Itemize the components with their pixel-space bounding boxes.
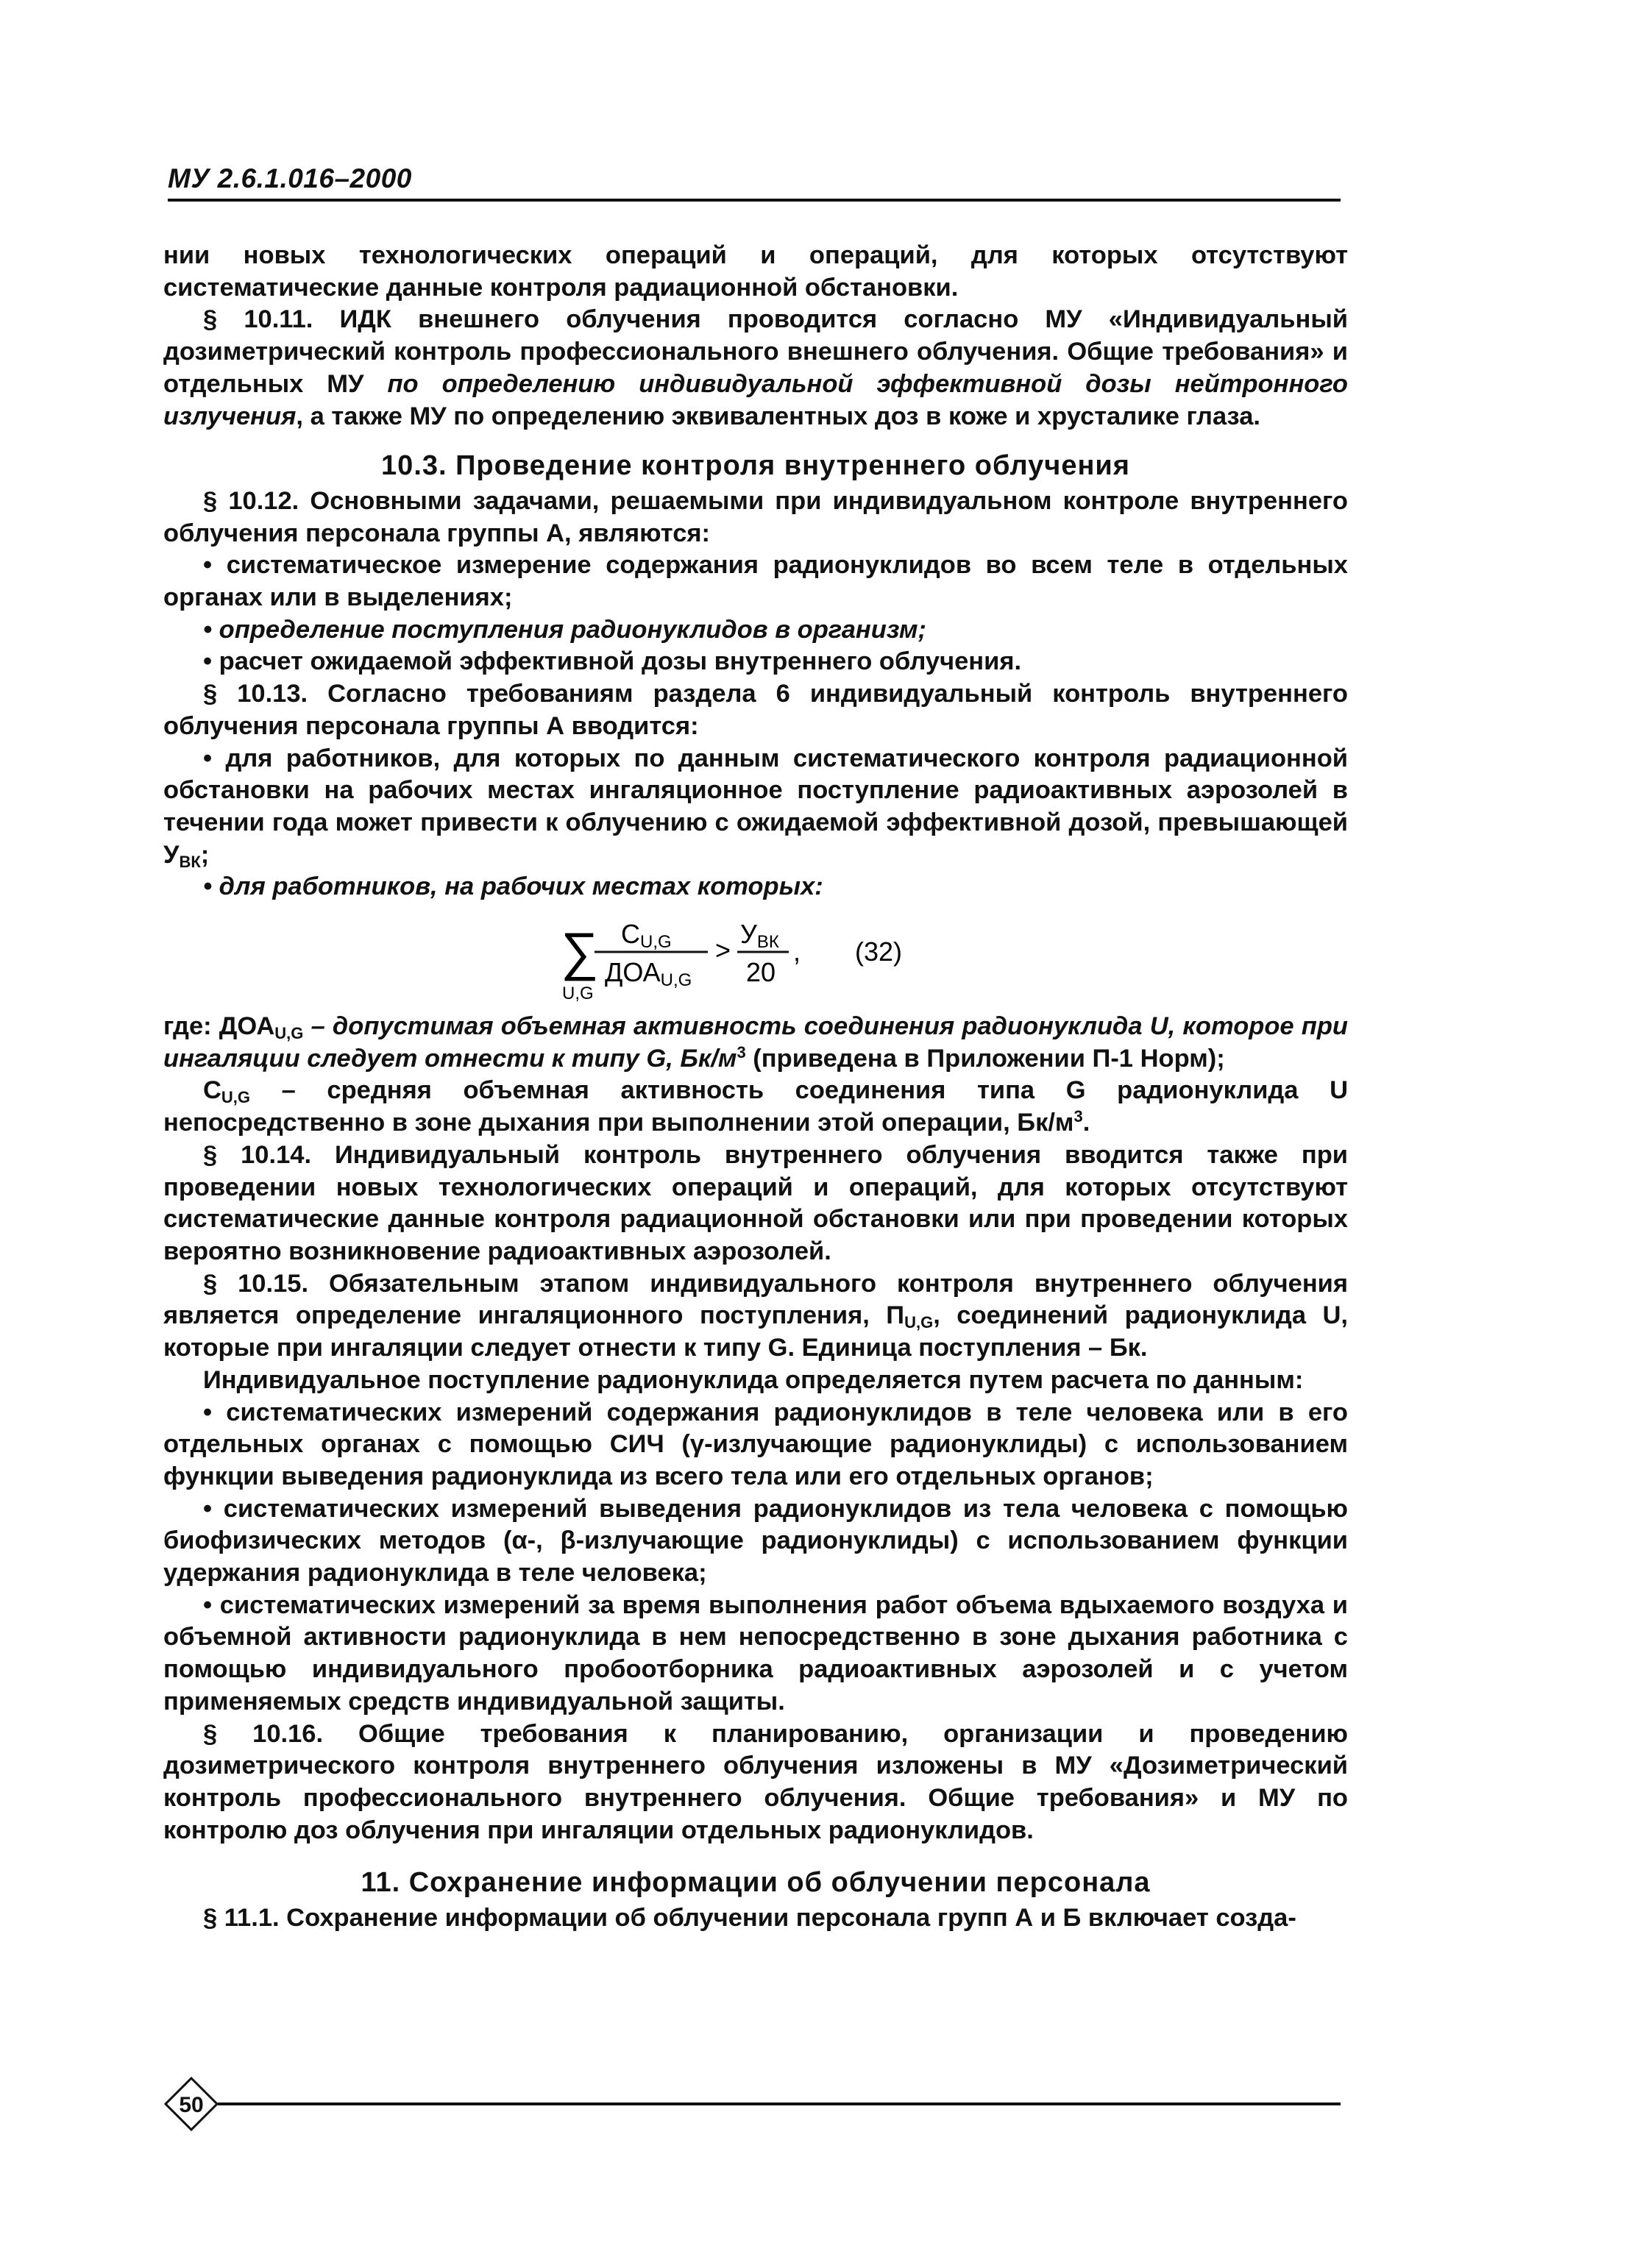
numerator-y: У bbox=[740, 919, 757, 950]
section-heading-11: 11. Сохранение информации об облучении персонала bbox=[361, 1867, 1151, 1899]
page-number: 50 bbox=[179, 2093, 204, 2117]
formula-comma: , bbox=[793, 936, 801, 967]
denominator-20: 20 bbox=[746, 957, 776, 988]
svg-text:ДОАU,G bbox=[605, 957, 692, 990]
bullet-item: • систематических измерений за время выполнения работ объема вдыхаемого воздуха и объемной активности радионуклида в нем непосредственно в зоне дыхания работника с помощью индивидуального пробоотборника радиоактивных аэрозолей и с учетом применяемых средств индивидуальной защиты. bbox=[163, 1590, 1348, 1716]
bullet-item: • систематических измерений содержания радионуклидов в теле человека или в его отдельных органах с помощью СИЧ (γ-излучающие радионуклиды) с использованием функции выведения радионуклида из всего тела или его отдельных органов; bbox=[163, 1398, 1348, 1490]
section-heading-10-3: 10.3. Проведение контроля внутреннего облучения bbox=[381, 450, 1130, 482]
document-body bbox=[163, 240, 1348, 1935]
paragraph-10-15: § 10.15. Обязательным этапом индивидуального контроля внутреннего облучения является определение ингаляционного поступления, $П_{U,G}$, соединений радионуклида U, которые при ингаляции следует отнести к типу G. Единица поступления – Бк. bbox=[163, 1269, 1349, 1362]
paragraph-10-14: § 10.14. Индивидуальный контроль внутреннего облучения вводится также при проведении новых технологических операций и операций, для которых отсутствуют систематические данные контроля радиационной обстановки или при проведении которых вероятно возникновение радиоактивных аэрозолей. bbox=[163, 1140, 1348, 1265]
page-number-diamond-icon bbox=[163, 2076, 219, 2132]
bullet-item: • определение поступления радионуклидов в организм; bbox=[203, 615, 926, 644]
sum-symbol: ∑ bbox=[561, 923, 599, 982]
paragraph-10-16: § 10.16. Общие требования к планированию, организации и проведению дозиметрического контроля внутреннего облучения изложены в МУ «Дозиметрический контроль профессионального внутреннего облучения. Общие требования» и МУ по контролю доз облучения при ингаляции отдельных радионуклидов. bbox=[163, 1719, 1348, 1844]
numerator-c-sub: U,G bbox=[640, 932, 672, 953]
numerator-y-sub: ВК bbox=[756, 932, 779, 953]
header-rule bbox=[168, 199, 1341, 202]
paragraph-intake: Индивидуальное поступление радионуклида определяется путем расчета по данным: bbox=[203, 1365, 1304, 1394]
paragraph-11-1: § 11.1. Сохранение информации об облучении персонала групп А и Б включает созда- bbox=[203, 1904, 1296, 1933]
numerator-c: C bbox=[621, 919, 640, 950]
where-clause: $C_{U,G}$ – средняя объемная активность соединения типа G радионуклида U непосредственно в зоне дыхания при выполнении этой операции, $Бк/м^3$. bbox=[163, 1076, 1348, 1137]
bullet-item: • систематических измерений выведения радионуклидов из тела человека с помощью биофизических методов (α-, β-излучающие радионуклиды) с использованием функции удержания радионуклида в теле человека; bbox=[163, 1494, 1348, 1588]
bullet-item: • систематическое измерение содержания радионуклидов во всем теле в отдельных органах или в выделениях; bbox=[163, 551, 1348, 612]
bullet-item: • для работников, для которых по данным систематического контроля радиационной обстановки на рабочих местах ингаляционное поступление радиоактивных аэрозолей в течении года может привести к облучению с ожидаемой эффективной дозой, превышающей $У_{ВК}$; bbox=[163, 744, 1348, 871]
document-code-header: МУ 2.6.1.016–2000 bbox=[168, 163, 412, 193]
bullet-item: • расчет ожидаемой эффективной дозы внутреннего облучения. bbox=[203, 647, 1022, 676]
formula-32 bbox=[163, 909, 1348, 1003]
equation-number: (32) bbox=[855, 936, 903, 967]
paragraph-continuation: нии новых технологических операций и операций, для которых отсутствуют систематические данные контроля радиационной обстановки. bbox=[163, 241, 1348, 302]
svg-text:CU,G bbox=[621, 919, 672, 952]
paragraph-10-12: § 10.12. Основными задачами, решаемыми при индивидуальном контроле внутреннего облучения персонала группы А, являются: bbox=[163, 486, 1348, 547]
paragraph-10-11: § 10.11. ИДК внешнего облучения проводится согласно МУ «Индивидуальный дозиметрический контроль профессионального внешнего облучения. Общие требования» и отдельных МУ по определению индивидуальной эффективной дозы нейтронного излучения, а также МУ по определению эквивалентных доз в коже и хрусталике глаза. bbox=[163, 305, 1348, 430]
bullet-item: • для работников, на рабочих местах которых: bbox=[203, 872, 823, 901]
sum-index: U,G bbox=[562, 984, 594, 1004]
svg-text:УВК bbox=[740, 919, 779, 952]
denominator-doa: ДОА bbox=[605, 957, 661, 988]
greater-than-sign: > bbox=[715, 935, 731, 966]
denominator-doa-sub: U,G bbox=[660, 970, 692, 991]
paragraph-10-13: § 10.13. Согласно требованиям раздела 6 индивидуальный контроль внутреннего облучения персонала группы А вводится: bbox=[163, 680, 1348, 740]
footer-rule bbox=[218, 2102, 1341, 2105]
where-clause: где: $ДОА_{U,G}$ – допустимая объемная активность соединения радионуклида U, которое при ингаляции следует отнести к типу G, $Бк/м^3$ (приведена в Приложении П-1 Норм); bbox=[163, 1012, 1348, 1073]
